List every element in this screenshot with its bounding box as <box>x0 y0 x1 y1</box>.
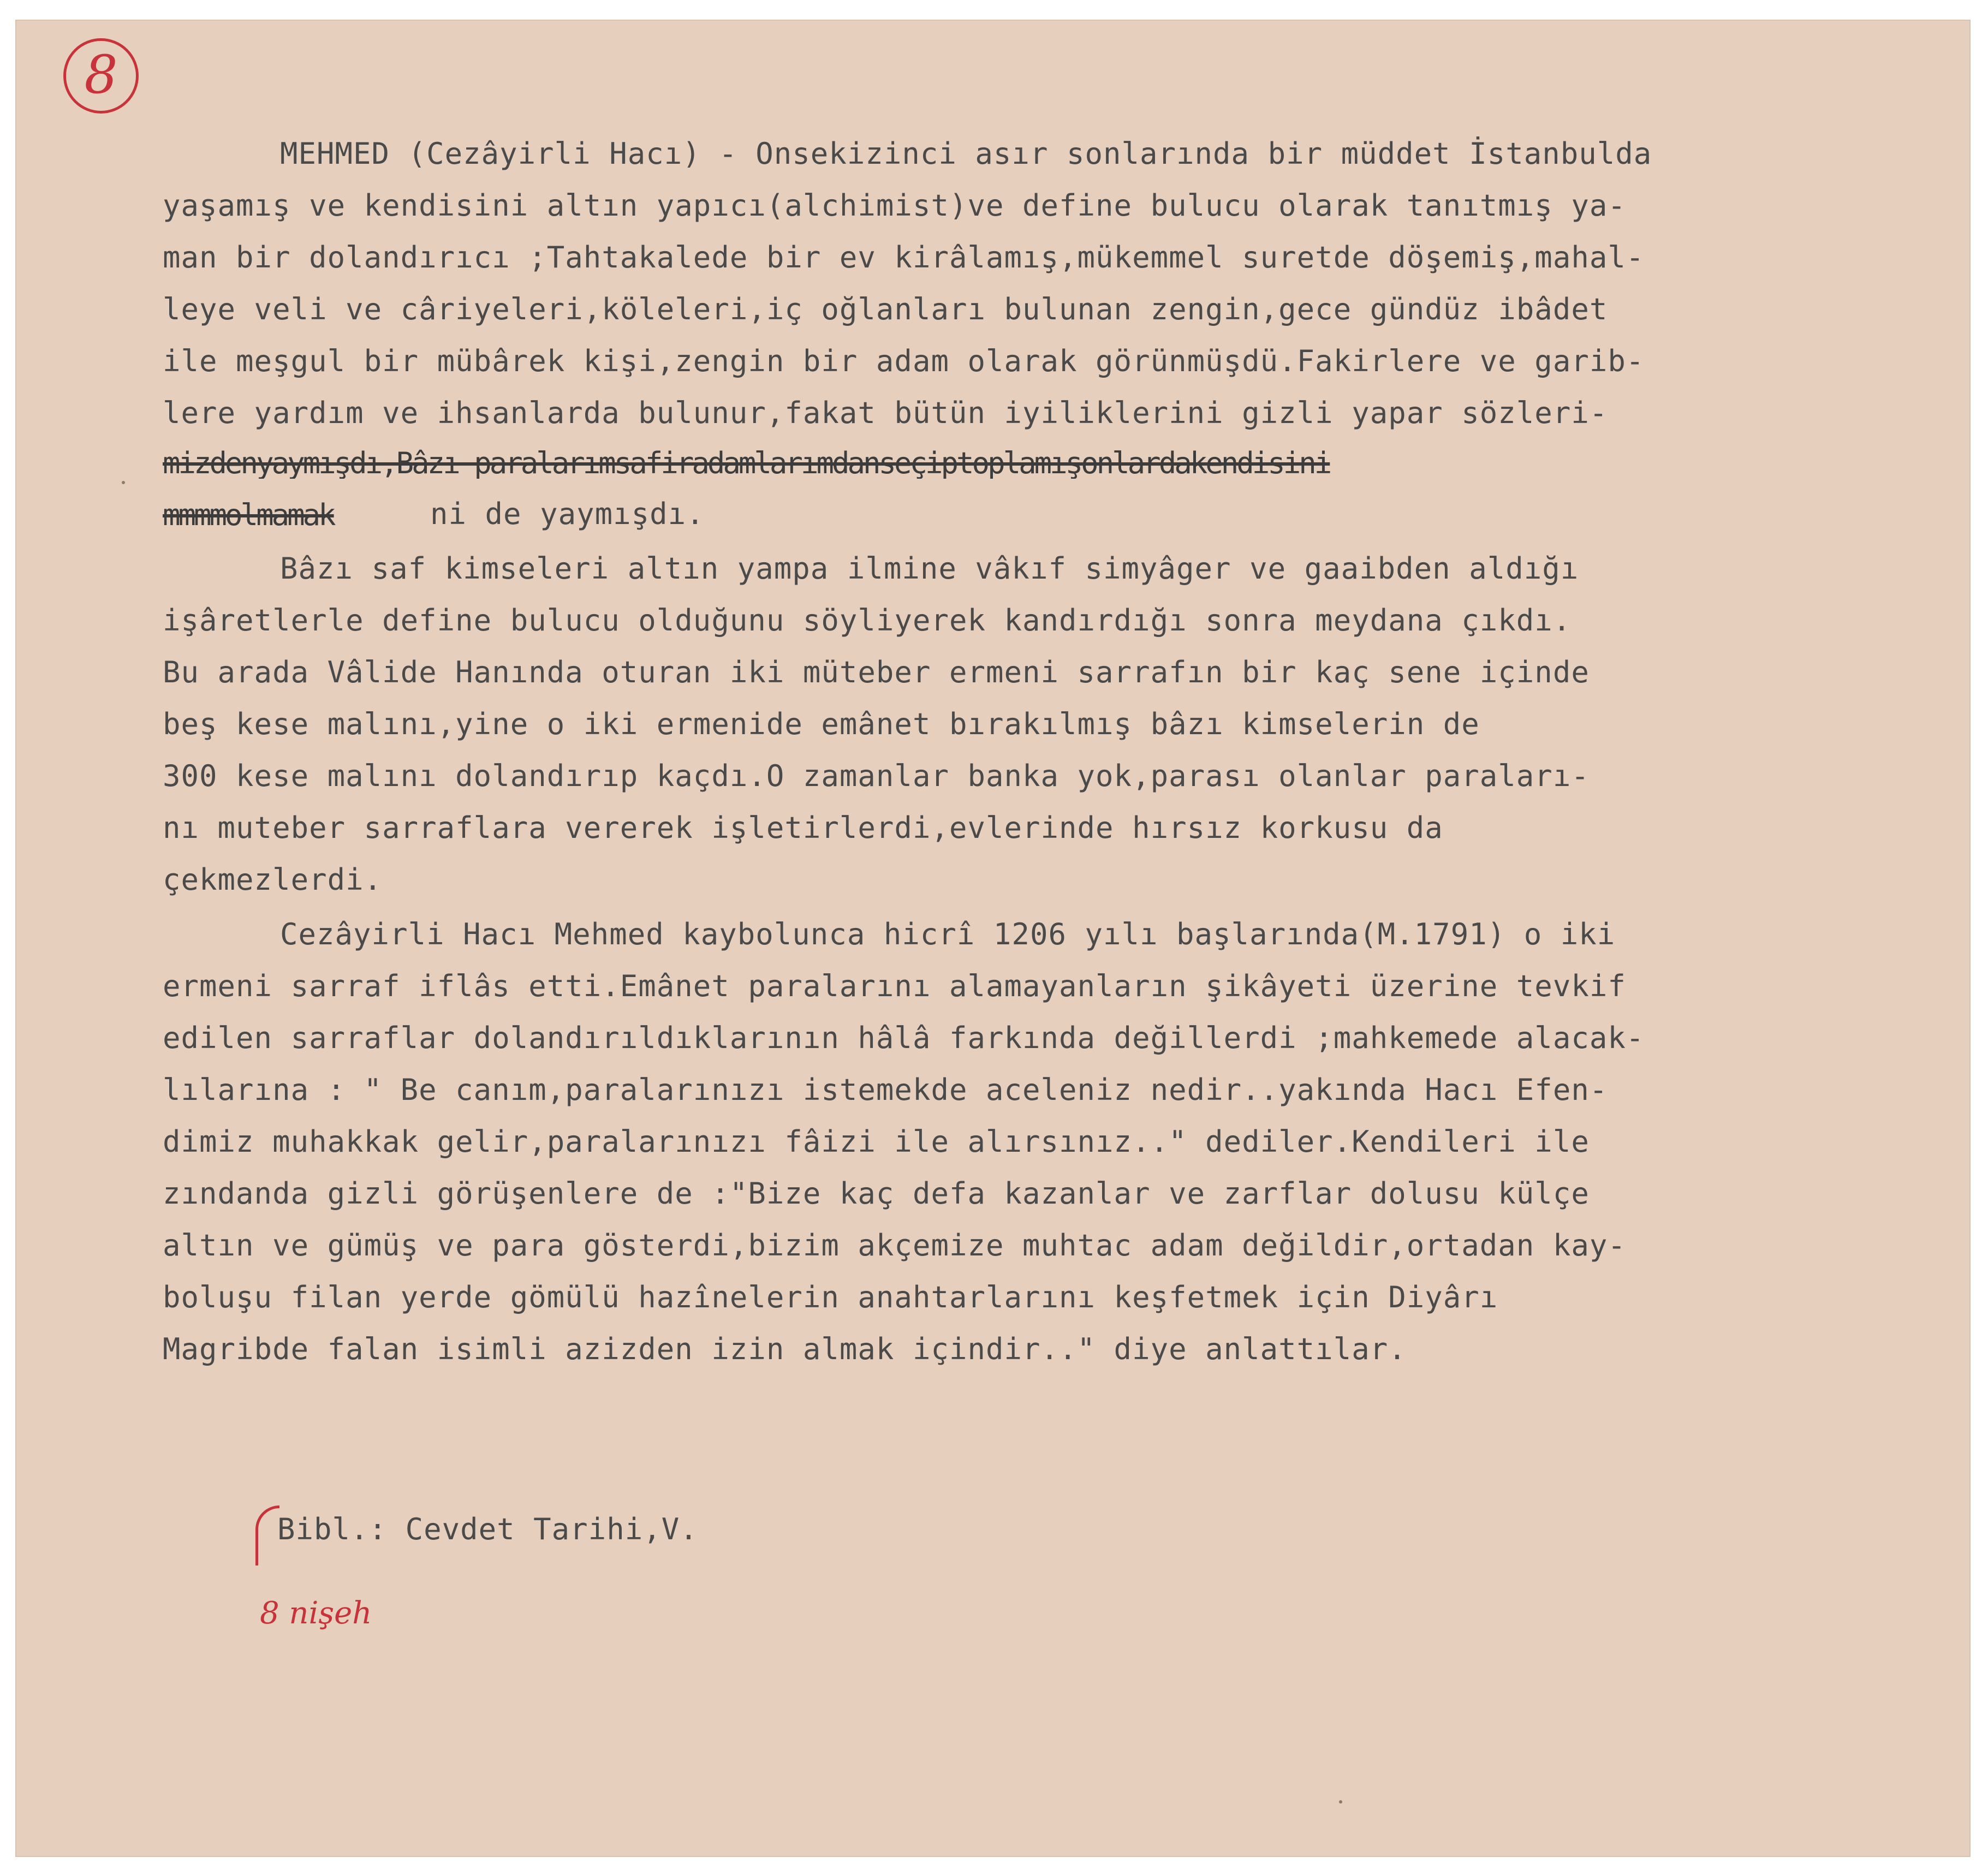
red-bracket-mark <box>255 1505 279 1566</box>
paper-speck <box>1339 1800 1342 1803</box>
text-line: lere yardım ve ihsanlarda bulunur,fakat bütün iyiliklerini gizli yapar sözleri- <box>163 396 1608 430</box>
text-line: altın ve gümüş ve para gösterdi,bizim akçemize muhtac adam değildir,ortadan kay- <box>163 1228 1626 1263</box>
paper-speck <box>122 481 125 484</box>
text-line: lılarına : " Be canım,paralarınızı istemekde aceleniz nedir..yakında Hacı Efen- <box>163 1073 1608 1107</box>
text-line: Bâzı saf kimseleri altın yampa ilmine vâkıf simyâger ve gaaibden aldığı <box>280 551 1579 586</box>
struck-text: mizdenyaymışdı,Bâzı paralarımsafiradamlarımdanseçiptoplamışonlardakendisini <box>163 446 1330 479</box>
text-line: çekmezlerdi. <box>163 862 383 897</box>
document-page <box>15 20 1971 1857</box>
text-line: leye veli ve câriyeleri,köleleri,iç oğlanları bulunan zengin,gece gündüz ibâdet <box>163 292 1608 326</box>
text-line: zındanda gizli görüşenlere de :"Bize kaç defa kazanlar ve zarflar dolusu külçe <box>163 1176 1590 1211</box>
text-line: man bir dolandırıcı ;Tahtakalede bir ev kirâlamış,mükemmel suretde döşemiş,mahal- <box>163 240 1645 275</box>
text-line: ni de yaymışdı. <box>430 497 705 531</box>
text-line: beş kese malını,yine o iki ermenide emânet bırakılmış bâzı kimselerin de <box>163 707 1480 741</box>
text-line: Bu arada Vâlide Hanında oturan iki müteber ermeni sarrafın bir kaç sene içinde <box>163 655 1590 689</box>
struck-out-fragment <box>163 498 447 531</box>
text-line: Cezâyirli Hacı Mehmed kaybolunca hicrî 1206 yılı başlarında(M.1791) o iki <box>280 917 1616 951</box>
struck-text: mmmmolmamak <box>163 498 334 531</box>
page-number: 8 <box>84 44 118 105</box>
text-line: işâretlerle define bulucu olduğunu söyliyerek kandırdığı sonra meydana çıkdı. <box>163 603 1572 638</box>
page-number-circle <box>63 38 139 114</box>
text-line: dimiz muhakkak gelir,paralarınızı fâizi ile alırsınız.." dediler.Kendileri ile <box>163 1124 1590 1159</box>
text-line: edilen sarraflar dolandırıldıklarının hâlâ farkında değillerdi ;mahkemede alacak- <box>163 1021 1645 1055</box>
text-line: nı muteber sarraflara vererek işletirlerdi,evlerinde hırsız korkusu da <box>163 811 1443 845</box>
text-line: MEHMED (Cezâyirli Hacı) - Onsekizinci asır sonlarında bir müddet İstanbulda <box>280 136 1652 171</box>
text-line: yaşamış ve kendisini altın yapıcı(alchimist)ve define bulucu olarak tanıtmış ya- <box>163 188 1626 223</box>
text-line: ermeni sarraf iflâs etti.Emânet paralarını alamayanların şikâyeti üzerine tevkif <box>163 969 1626 1003</box>
text-line: 300 kese malını dolandırıp kaçdı.O zamanlar banka yok,parası olanlar paraları- <box>163 759 1590 793</box>
handwritten-note: 8 nişeh <box>260 1596 372 1631</box>
text-line: Magribde falan isimli azizden izin almak içindir.." diye anlattılar. <box>163 1332 1407 1366</box>
bibliography: Bibl.: Cevdet Tarihi,V. <box>277 1512 698 1546</box>
struck-out-line <box>163 446 1926 479</box>
text-line: boluşu filan yerde gömülü hazînelerin anahtarlarını keşfetmek için Diyârı <box>163 1280 1498 1314</box>
text-line: ile meşgul bir mübârek kişi,zengin bir adam olarak görünmüşdü.Fakirlere ve garib- <box>163 344 1645 378</box>
